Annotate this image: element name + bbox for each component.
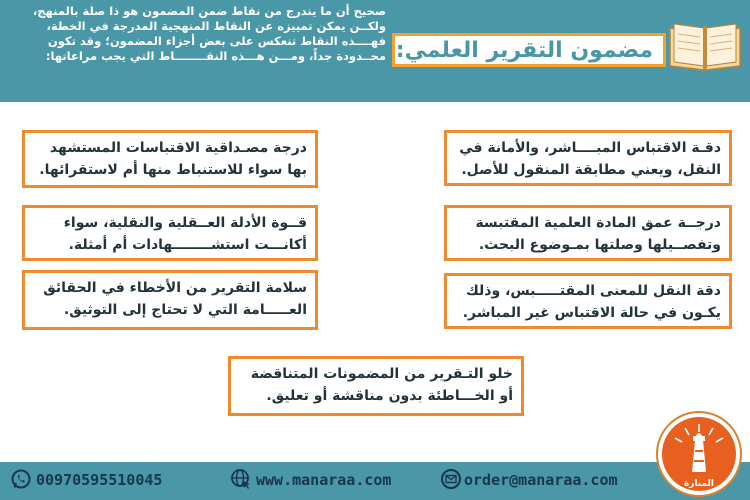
intro-paragraph — [10, 4, 386, 64]
point-line: سلامة التقرير من الأخطاء في الحقائق — [43, 280, 307, 296]
intro-line: محــدودة جداً، ومـــن هـــذه النقــــــــاط التي يجب مراعاتها: — [45, 49, 386, 63]
point-box-left-1 — [22, 130, 318, 188]
intro-line: ولكــن يمكن تمييزه عن النقاط المنهجية المدرجة في الخطة، — [46, 19, 386, 33]
whatsapp-icon — [10, 468, 32, 490]
lighthouse-logo — [655, 410, 743, 498]
footer-email[interactable]: order@manaraa.com — [464, 471, 618, 489]
point-line: العـــــامة التي لا تحتاج إلى التوثيق. — [63, 302, 307, 318]
point-box-left-2 — [22, 205, 318, 261]
point-box-left-3 — [22, 270, 318, 330]
point-line: درجــة عمق المادة العلمية المقتبسة — [475, 215, 721, 231]
point-line: خلو التـقرير من المضمونات المتناقضة — [250, 366, 513, 382]
point-line: دقة النقل للمعنى المقتـــــبس، وذلك — [466, 283, 721, 299]
point-line: وتفصــيلها وصلتها بمـوضوع البحث. — [478, 237, 721, 253]
email-icon — [440, 468, 462, 490]
point-line: درجة مصـداقية الاقتباسات المستشهد — [49, 140, 307, 156]
title-box — [392, 33, 666, 67]
footer-phone: 00970595510045 — [36, 471, 163, 489]
point-box-right-1 — [444, 130, 732, 186]
point-box-right-3 — [444, 273, 732, 329]
globe-cursor-icon — [230, 468, 252, 490]
point-line: بها سواء للاستنباط منها أم لاستقرائها. — [39, 162, 307, 178]
intro-line: صحيح أن ما يندرج من نقاط ضمن المضمون هو ذا صلة بالمنهج، — [32, 4, 386, 18]
footer-website[interactable]: www.manaraa.com — [256, 471, 392, 489]
point-line: قــوة الأدلة العــقلية والنقلية، سواء — [63, 215, 307, 231]
point-line: دقـة الاقتباس المبــــاشر، والأمانة في — [459, 140, 721, 156]
point-line: أو الخـــاطئة بدون مناقشة أو تعليق. — [266, 388, 513, 404]
logo-text: المنارة — [683, 479, 715, 489]
point-box-bottom — [228, 356, 524, 416]
book-icon — [666, 14, 744, 74]
point-line: النقل، ويعني مطابقة المنقول للأصل. — [461, 162, 721, 178]
intro-line: فهــــذه النقاط تنعكس على بعض أجزاء المضمون؛ وقد تكون — [47, 34, 386, 48]
point-line: أكانـــت استشــــــــهادات أم أمثلة. — [68, 237, 307, 253]
page-title: مضمون التقرير العلمي: — [395, 38, 653, 63]
point-box-right-2 — [444, 205, 732, 261]
point-line: يكـون في حالة الاقتباس غير المباشر. — [462, 305, 721, 321]
